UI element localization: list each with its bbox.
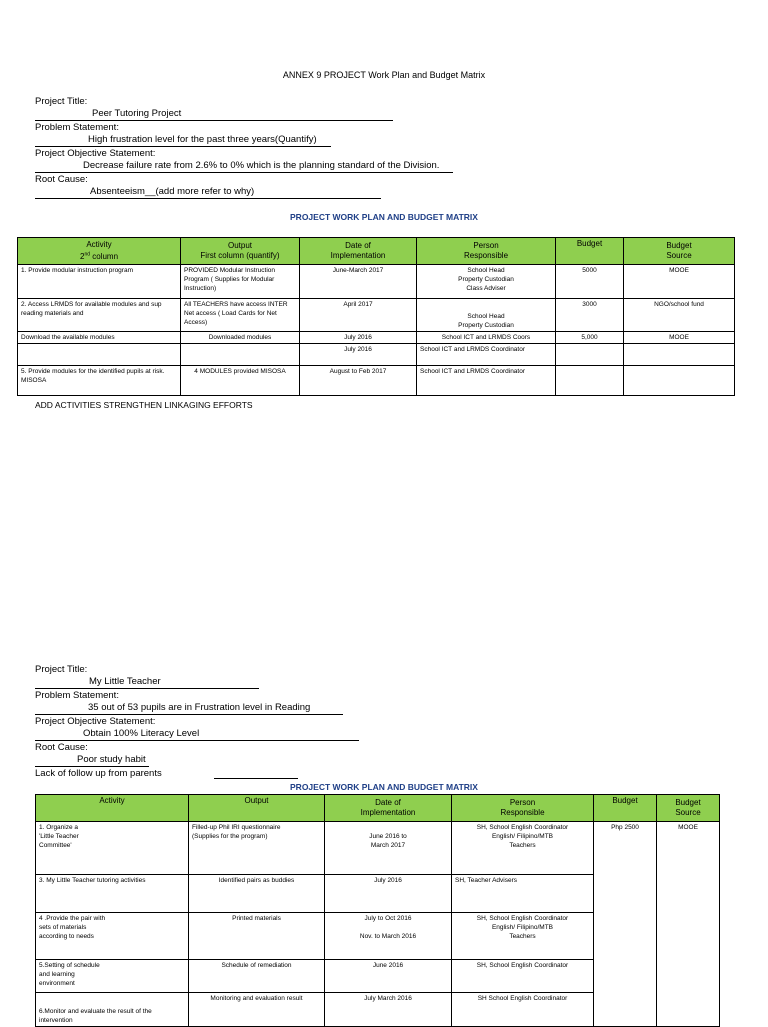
add-activities-note: ADD ACTIVITIES STRENGTHEN LINKAGING EFFORTS: [35, 400, 253, 410]
problem-line: [35, 134, 331, 147]
work-plan-table-1: [17, 237, 735, 396]
col-output: Output First column (quantify): [181, 238, 300, 265]
col-date: Date of Implementation: [300, 238, 417, 265]
cell-output: PROVIDED Modular Instruction Program ( Supplies for Modular Instruction): [181, 265, 300, 299]
cell-budget: 3000: [556, 299, 624, 332]
cell-activity: 2. Access LRMDS for available modules and sup reading materials and: [18, 299, 181, 332]
root-cause-label-2: Root Cause:: [35, 742, 88, 753]
cell-budget: 5,000: [556, 332, 624, 344]
cell-date: July 2016: [300, 332, 417, 344]
cell-budget: [556, 366, 624, 396]
root-cause-value-2b: Lack of follow up from parents: [35, 768, 162, 779]
table-row: [18, 332, 735, 344]
objective-label: Project Objective Statement:: [35, 148, 156, 159]
cell-activity: 1. Organize a 'Little Teacher Committee': [36, 822, 189, 875]
cell-activity: 6.Monitor and evaluate the result of the intervention: [36, 993, 189, 1027]
cell-activity: 1. Provide modular instruction program: [18, 265, 181, 299]
cell-source: MOOE: [624, 332, 735, 344]
cell-output: Printed materials: [189, 913, 325, 960]
cell-source: MOOE: [624, 265, 735, 299]
cell-output: Monitoring and evaluation result: [189, 993, 325, 1027]
objective-line: [35, 160, 453, 173]
root-cause-label: Root Cause:: [35, 174, 88, 185]
col-person: Person Responsible: [417, 238, 556, 265]
cell-date: July March 2016: [325, 993, 452, 1027]
matrix-title-2: PROJECT WORK PLAN AND BUDGET MATRIX: [290, 782, 478, 792]
col-source: Budget Source: [624, 238, 735, 265]
cell-output: All TEACHERS have access INTER Net access ( Load Cards for Net Access): [181, 299, 300, 332]
project-title-line-2: [35, 676, 259, 689]
work-plan-table-2: [35, 794, 720, 1027]
cell-output: Schedule of remediation: [189, 960, 325, 993]
cell-activity: 5. Provide modules for the identified pupils at risk. MISOSA: [18, 366, 181, 396]
root-cause-blank-line: [214, 778, 298, 779]
cell-date: July 2016: [300, 344, 417, 366]
col-person-2: Person Responsible: [452, 795, 594, 822]
cell-output: Identified pairs as buddies: [189, 875, 325, 913]
cell-date: June-March 2017: [300, 265, 417, 299]
objective-label-2: Project Objective Statement:: [35, 716, 156, 727]
cell-person: SH, School English Coordinator English/ Filipino/MTB Teachers: [452, 913, 594, 960]
cell-person: SH, Teacher Advisers: [452, 875, 594, 913]
cell-person: School ICT and LRMDS Coordinator: [417, 366, 556, 396]
cell-source: [624, 366, 735, 396]
cell-activity: 4 .Provide the pair with sets of materials according to needs: [36, 913, 189, 960]
table-row: [18, 299, 735, 332]
cell-person: School ICT and LRMDS Coordinator: [417, 344, 556, 366]
col-budget-2: Budget: [594, 795, 657, 822]
cell-date: July to Oct 2016 Nov. to March 2016: [325, 913, 452, 960]
cell-source-merged: MOOE: [657, 822, 720, 1027]
cell-date: April 2017: [300, 299, 417, 332]
cell-output: Filled-up Phil IRI questionnaire (Supplies for the program): [189, 822, 325, 875]
objective-value-2: Obtain 100% Literacy Level: [83, 728, 200, 739]
project-title-label: Project Title:: [35, 96, 88, 107]
cell-date: July 2016: [325, 875, 452, 913]
cell-person: SH School English Coordinator: [452, 993, 594, 1027]
cell-output: Downloaded modules: [181, 332, 300, 344]
col-source-2: Budget Source: [657, 795, 720, 822]
cell-activity: [18, 344, 181, 366]
cell-source: [624, 344, 735, 366]
cell-source: NGO/school fund: [624, 299, 735, 332]
table-row: [18, 265, 735, 299]
table-row: [18, 366, 735, 396]
root-cause-value-2: Poor study habit: [77, 754, 146, 765]
project-title-label-2: Project Title:: [35, 664, 88, 675]
cell-person: School Head Property Custodian Class Adviser: [417, 265, 556, 299]
cell-budget: 5000: [556, 265, 624, 299]
problem-value: High frustration level for the past three years(Quantify): [88, 134, 317, 145]
project-title-value-2: My Little Teacher: [89, 676, 161, 687]
col-activity-2: Activity: [36, 795, 189, 822]
cell-output: 4 MODULES provided MISOSA: [181, 366, 300, 396]
table-row: [18, 344, 735, 366]
project-title-line: [35, 108, 393, 121]
col-budget: Budget: [556, 238, 624, 265]
cell-person: SH, School English Coordinator English/ Filipino/MTB Teachers: [452, 822, 594, 875]
cell-activity: 3. My Little Teacher tutoring activities: [36, 875, 189, 913]
problem-label: Problem Statement:: [35, 122, 119, 133]
objective-value: Decrease failure rate from 2.6% to 0% which is the planning standard of the Division.: [83, 160, 440, 171]
cell-person: School ICT and LRMDS Coors: [417, 332, 556, 344]
col-date-2: Date of Implementation: [325, 795, 452, 822]
cell-person: SH, School English Coordinator: [452, 960, 594, 993]
cell-date: August to Feb 2017: [300, 366, 417, 396]
cell-output: [181, 344, 300, 366]
problem-line-2: [35, 702, 343, 715]
matrix-title: PROJECT WORK PLAN AND BUDGET MATRIX: [290, 212, 478, 222]
cell-activity: Download the available modules: [18, 332, 181, 344]
cell-budget-merged: Php 2500: [594, 822, 657, 1027]
cell-activity: 5.Setting of schedule and learning environment: [36, 960, 189, 993]
root-cause-value: Absenteeism__(add more refer to why): [90, 186, 255, 197]
root-cause-line-2: [35, 754, 149, 767]
cell-date: June 2016: [325, 960, 452, 993]
problem-label-2: Problem Statement:: [35, 690, 119, 701]
col-output-2: Output: [189, 795, 325, 822]
cell-budget: [556, 344, 624, 366]
objective-line-2: [35, 728, 359, 741]
cell-date: June 2016 to March 2017: [325, 822, 452, 875]
root-cause-line: [35, 186, 381, 199]
project-title-value: Peer Tutoring Project: [92, 108, 182, 119]
problem-value-2: 35 out of 53 pupils are in Frustration level in Reading: [88, 702, 311, 713]
col-activity: Activity 2nd column: [18, 238, 181, 265]
cell-person: School Head Property Custodian: [417, 299, 556, 332]
annex-title: ANNEX 9 PROJECT Work Plan and Budget Matrix: [282, 70, 486, 80]
table-row: [36, 822, 720, 875]
